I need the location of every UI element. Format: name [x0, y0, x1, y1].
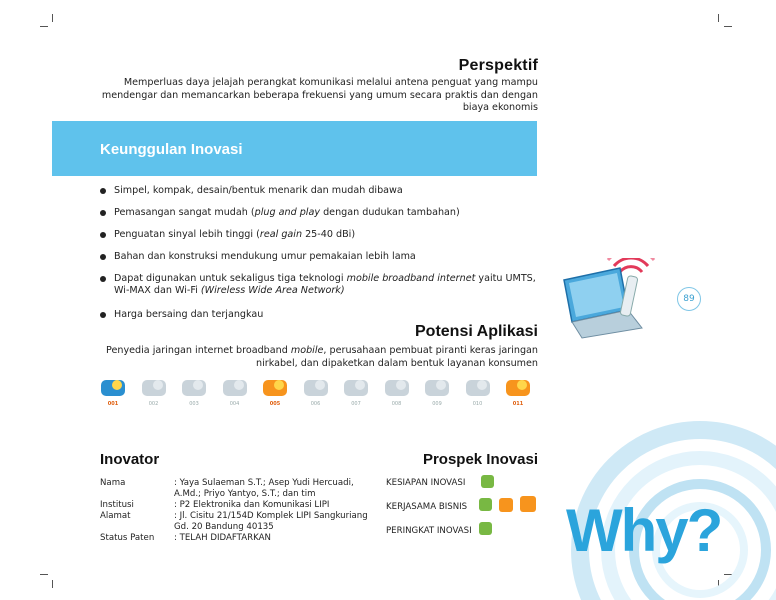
education-icon: 011 [501, 376, 535, 407]
inovator-row: Institusi : P2 Elektronika dan Komunikasi LIPI [100, 500, 330, 510]
kerjasama-badge-icon [499, 498, 513, 512]
kerjasama-label: KERJASAMA BISNIS [386, 502, 468, 512]
keunggulan-title: Keunggulan Inovasi [100, 141, 243, 158]
it-icon: 001 [96, 376, 130, 407]
inovator-row: Status Paten : TELAH DIDAFTARKAN [100, 533, 271, 543]
crop-mark [718, 14, 719, 22]
crop-mark [40, 26, 48, 27]
crop-mark [52, 580, 53, 588]
inovator-row: Alamat : Jl. Cisitu 21/154D Komplek LIPI Sangkuriang Gd. 20 Bandung 40135 [100, 511, 368, 532]
crop-mark [52, 14, 53, 22]
agriculture-icon: 008 [380, 376, 414, 407]
perspektif-text: Memperluas daya jelajah perangkat komunikasi melalui antena penguat yang mampu mendengar dan memancarkan beberapa frekuensi yang umum secara praktis dan dengan biaya ekonomis [101, 77, 538, 113]
potensi-text: Penyedia jaringan internet broadband mobile, perusahaan pembuat piranti keras jaringan nirkabel, dan dipaketkan dalam bentuk layanan konsumen [106, 345, 538, 369]
crop-mark [40, 574, 48, 575]
inovator-title: Inovator [100, 451, 160, 468]
kerjasama-badge-icon [479, 498, 492, 511]
potensi-title: Potensi Aplikasi [415, 323, 538, 340]
keunggulan-item: Dapat digunakan untuk sekaligus tiga teknologi mobile broadband internet yaitu UMTS, Wi-MAX dan Wi-Fi (Wireless Wide Area Network) [100, 273, 540, 297]
why-logo: Why? [566, 497, 722, 564]
inovator-details [100, 478, 374, 544]
kerjasama-badge-icon [520, 496, 536, 512]
crop-mark [724, 26, 732, 27]
peringkat-label: PERINGKAT INOVASI [386, 526, 472, 536]
application-icons [96, 376, 540, 412]
keunggulan-item: Bahan dan konstruksi mendukung umur pemakaian lebih lama [100, 251, 540, 263]
keunggulan-item: Simpel, kompak, desain/bentuk menarik dan mudah dibawa [100, 185, 540, 197]
chemistry-icon: 006 [299, 376, 333, 407]
keunggulan-item: Penguatan sinyal lebih tinggi (real gain 25-40 dBi) [100, 229, 540, 241]
health-icon: 004 [218, 376, 252, 407]
laptop-modem-illustration [558, 258, 668, 340]
environment-icon: 010 [461, 376, 495, 407]
cloud-icon: 002 [137, 376, 171, 407]
inovator-row: Nama : Yaya Sulaeman S.T.; Asep Yudi Hercuadi, A.Md.; Priyo Yantyo, S.T.; dan tim [100, 478, 354, 499]
swirl-decoration [540, 380, 776, 600]
keunggulan-item: Pemasangan sangat mudah (plug and play dengan dudukan tambahan) [100, 207, 540, 219]
prospek-title: Prospek Inovasi [422, 451, 538, 468]
construction-icon: 003 [177, 376, 211, 407]
peringkat-rank-icon [479, 522, 492, 535]
keunggulan-item: Harga bersaing dan terjangkau [100, 309, 540, 321]
kesiapan-label: KESIAPAN INOVASI [386, 478, 466, 488]
perspektif-title: Perspektif [458, 57, 538, 74]
energy-icon: 005 [258, 376, 292, 407]
kesiapan-gear-icon [481, 475, 494, 488]
transport-icon: 007 [339, 376, 373, 407]
page-number: 89 [677, 287, 701, 311]
food-icon: 009 [420, 376, 454, 407]
